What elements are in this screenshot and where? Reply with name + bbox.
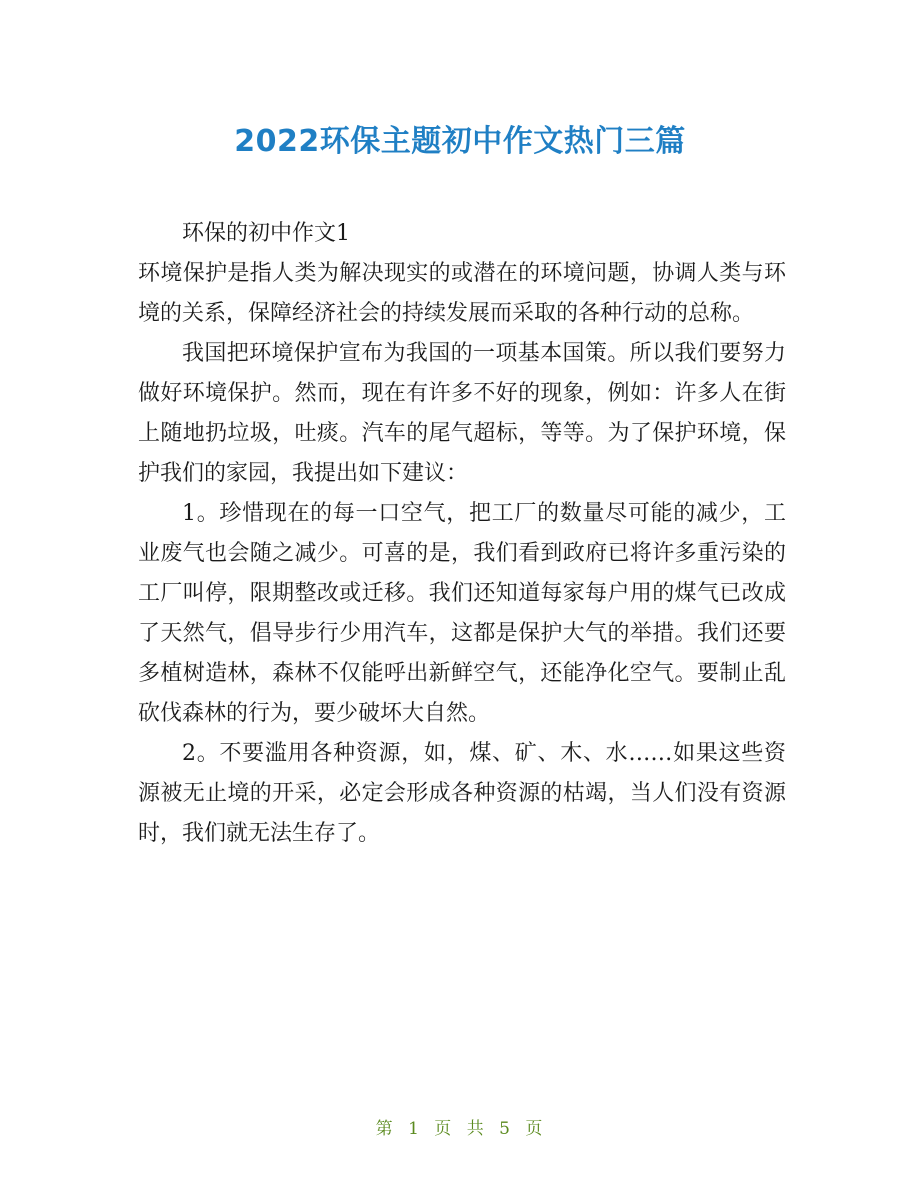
paragraph: 1。珍惜现在的每一口空气，把工厂的数量尽可能的减少，工业废气也会随之减少。可喜的是，我们看到政府已将许多重污染的工厂叫停，限期整改或迁移。我们还知道每家每户用的煤气已改成了天然气，倡导步行少用汽车，这都是保护大气的举措。我们还要多植树造林，森林不仅能呼出新鲜空气，还能净化空气。要制止乱砍伐森林的行为，要少破坏大自然。 xyxy=(138,501,786,726)
page-number-footer: 第 1 页 共 5 页 xyxy=(375,1119,545,1139)
document-body xyxy=(138,214,786,854)
paragraph: 我国把环境保护宣布为我国的一项基本国策。所以我们要努力做好环境保护。然而，现在有许多不好的现象，例如：许多人在街上随地扔垃圾，吐痰。汽车的尾气超标，等等。为了保护环境，保护我们的家园，我提出如下建议： xyxy=(138,341,786,486)
document-title: 2022环保主题初中作文热门三篇 xyxy=(234,124,686,159)
section-heading: 环保的初中作文1 xyxy=(182,221,350,246)
paragraph: 环境保护是指人类为解决现实的或潜在的环境问题，协调人类与环境的关系，保障经济社会的持续发展而采取的各种行动的总称。 xyxy=(138,261,786,326)
paragraph: 2。不要滥用各种资源，如，煤、矿、木、水……如果这些资源被无止境的开采，必定会形成各种资源的枯竭，当人们没有资源时，我们就无法生存了。 xyxy=(138,741,786,846)
